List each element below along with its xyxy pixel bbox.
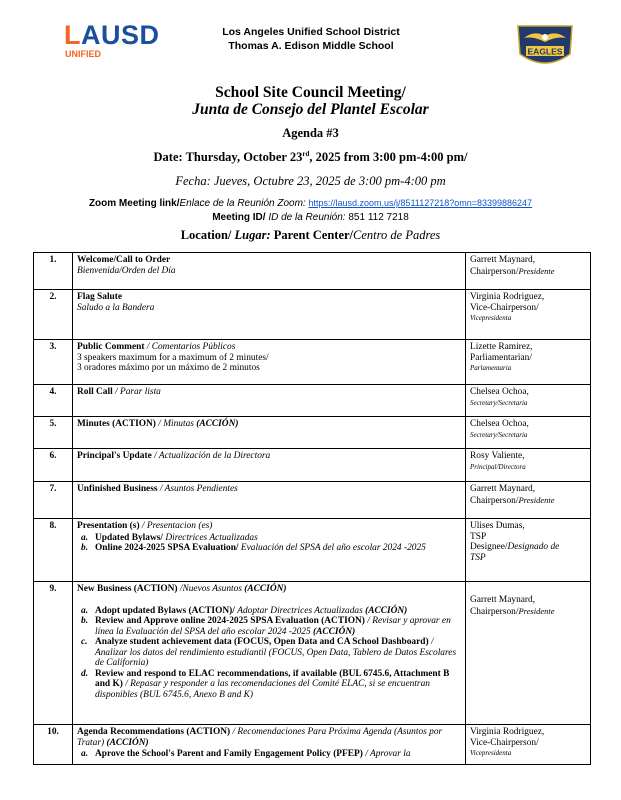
table-row bbox=[34, 417, 591, 449]
district-header bbox=[180, 25, 442, 53]
mascot-text: EAGLES bbox=[527, 46, 563, 57]
item-number: 1. bbox=[34, 253, 73, 290]
item-description: Minutes (ACTION) / Minutas (ACCIÓN) bbox=[73, 417, 466, 449]
item-number: 8. bbox=[34, 519, 73, 582]
list-item: a. Aprove the School's Parent and Family Engagement Policy (PFEP) / Aprovar la bbox=[81, 749, 411, 759]
item-number: 9. bbox=[34, 582, 73, 725]
item-number: 4. bbox=[34, 385, 73, 417]
list-item: a. Adopt updated Bylaws (ACTION)/ Adoptar Directrices Actualizadas (ACCIÓN) bbox=[81, 605, 408, 616]
table-row bbox=[34, 385, 591, 417]
item-presenter: Garrett Maynard, Chairperson/Presidente bbox=[466, 482, 591, 519]
location: Location/ Lugar: Parent Center/Centro de Padres bbox=[180, 228, 441, 242]
item-description: Roll Call / Parar lista bbox=[73, 385, 466, 417]
table-row bbox=[34, 449, 591, 482]
school-name: Thomas A. Edison Middle School bbox=[228, 40, 394, 52]
item-presenter: Garrett Maynard, Chairperson/Presidente bbox=[466, 582, 591, 725]
list-item: c. Analyze student achievement data (FOCUS, Open Data and CA School Dashboard) / Analizar los datos del rendimiento estudiantil (FOCUS, Open Data, Tablero de Datos Escolares de California) bbox=[81, 637, 457, 668]
meeting-date-es: Fecha: Jueves, Octubre 23, 2025 de 3:00 pm-4:00 pm bbox=[175, 174, 446, 188]
item-number: 2. bbox=[34, 290, 73, 340]
lausd-logo-sub: UNIFIED bbox=[65, 49, 101, 59]
lausd-logo-letter: L bbox=[64, 20, 81, 50]
list-item: a. Updated Bylaws/ Directrices Actualizadas bbox=[81, 532, 258, 543]
item-description: Principal's Update / Actualización de la Directora bbox=[73, 449, 466, 482]
table-row bbox=[34, 253, 591, 290]
item-description: Agenda Recommendations (ACTION) / Recomendaciones Para Próxima Agenda (Asuntos por Tratar) (ACCIÓN) a. Aprove the School's Parent and Family Engagement Policy (PFEP) / Aprovar la bbox=[73, 725, 466, 765]
district-name: Los Angeles Unified School District bbox=[222, 26, 400, 38]
table-row bbox=[34, 340, 591, 385]
item-description: Presentation (s) / Presentacion (es) a. Updated Bylaws/ Directrices Actualizadas b. Online 2024-2025 SPSA Evaluation/ Evaluación del SPSA del año escolar 2024 -2025 bbox=[73, 519, 466, 582]
table-row bbox=[34, 290, 591, 340]
item-presenter: Ulises Dumas, TSP Designee/Designado de TSP bbox=[466, 519, 591, 582]
list-item: d. Review and respond to ELAC recommendations, if available (BUL 6745.6, Attachment B and K) / Repasar y responder a las recomendaciones del Comité ELAC, si se encuentran disponibles (BUL 6745.6, Anexo B and K) bbox=[81, 668, 450, 700]
meeting-id: Meeting ID/ ID de la Reunión: 851 112 7218 bbox=[212, 212, 409, 223]
zoom-link[interactable]: https://lausd.zoom.us/j/8511127218?omn=83399886247 bbox=[308, 198, 533, 208]
item-description: Unfinished Business / Asuntos Pendientes bbox=[73, 482, 466, 519]
meeting-title: School Site Council Meeting/ bbox=[215, 84, 406, 101]
item-number: 7. bbox=[34, 482, 73, 519]
item-presenter: Lizette Ramirez, Parliamentarian/ Parlamentaria bbox=[466, 340, 591, 385]
item-description: New Business (ACTION) /Nuevos Asuntos (ACCIÓN) a. Adopt updated Bylaws (ACTION)/ Adoptar Directrices Actualizadas (ACCIÓN) b. Review and Approve online 2024-2025 SPSA Evaluation (ACTION) / Revisar y aprovar en línea la Evaluación del SPSA del año escolar 2024 -2025 (ACCIÓN) c. Analyze student achievement data (FOCUS, Open Data and CA School Dashboard) / Analizar los datos del rendimiento estudiantil (FOCUS, Open Data, Tablero de Datos Escolares de California) d. Review and respond to ELAC recommendations, if available (BUL 6745.6, Attachment B and K) / Repasar y responder a las recomendaciones del Comité ELAC, si se encuentran disponibles (BUL 6745.6, Anexo B and K) bbox=[73, 582, 466, 725]
item-presenter: Chelsea Ochoa, Secretary/Secretaria bbox=[466, 417, 591, 449]
list-item: b. Review and Approve online 2024-2025 SPSA Evaluation (ACTION) / Revisar y aprovar en línea la Evaluación del SPSA del año escolar 2024 -2025 (ACCIÓN) bbox=[81, 616, 451, 637]
item-presenter: Garrett Maynard, Chairperson/Presidente bbox=[466, 253, 591, 290]
item-number: 3. bbox=[34, 340, 73, 385]
table-row bbox=[34, 725, 591, 765]
agenda-table bbox=[33, 252, 591, 765]
table-row bbox=[34, 519, 591, 582]
item-description: Flag Salute Saludo a la Bandera bbox=[73, 290, 466, 340]
agenda-number: Agenda #3 bbox=[282, 126, 339, 140]
meeting-date: Date: Thursday, October 23rd, 2025 from 3:00 pm-4:00 pm/ bbox=[153, 150, 468, 165]
item-presenter: Rosy Valiente, Principal/Directora bbox=[466, 449, 591, 482]
item-number: 6. bbox=[34, 449, 73, 482]
item-presenter: Virginia Rodriguez, Vice-Chairperson/ Vicepresidenta bbox=[466, 290, 591, 340]
lausd-logo bbox=[64, 22, 176, 64]
lausd-logo-rest: AUSD bbox=[81, 20, 160, 50]
item-number: 10. bbox=[34, 725, 73, 765]
table-row bbox=[34, 482, 591, 519]
item-description: Public Comment / Comentarios Públicos 3 speakers maximum for a maximum of 2 minutes/ 3 oradores máximo por un máximo de 2 minutos bbox=[73, 340, 466, 385]
table-row bbox=[34, 582, 591, 725]
item-number: 5. bbox=[34, 417, 73, 449]
eagles-mascot-logo bbox=[512, 24, 578, 72]
meeting-title-es: Junta de Consejo del Plantel Escolar bbox=[192, 101, 429, 118]
list-item: b. Online 2024-2025 SPSA Evaluation/ Evaluación del SPSA del año escolar 2024 -2025 bbox=[81, 543, 426, 553]
item-presenter: Chelsea Ochoa, Secretary/Secretaria bbox=[466, 385, 591, 417]
zoom-line: Zoom Meeting link/Enlace de la Reunión Zoom: https://lausd.zoom.us/j/8511127218?omn=83399886247 bbox=[88, 198, 533, 209]
item-description: Welcome/Call to Order Bienvenida/Orden del Día bbox=[73, 253, 466, 290]
item-presenter: Virginia Rodriguez, Vice-Chairperson/ Vicepresidenta bbox=[466, 725, 591, 765]
